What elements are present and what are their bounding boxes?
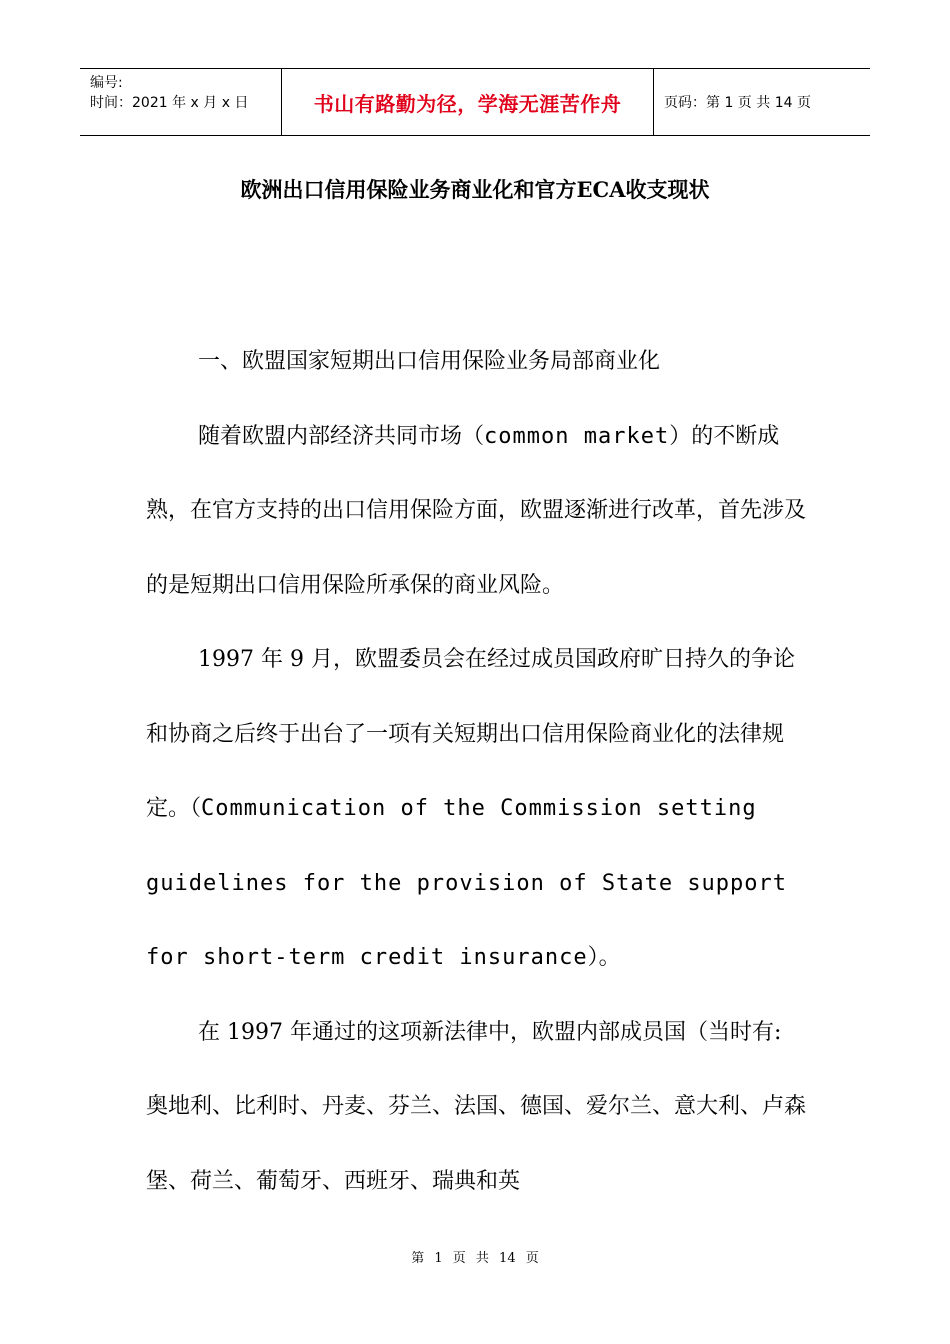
document-title: 欧洲出口信用保险业务商业化和官方ECA收支现状 [240,177,710,202]
header-motto: 书山有路勤为径，学海无涯苦作舟 [281,69,654,135]
paragraph-section-heading: 一、欧盟国家短期出口信用保险业务局部商业化 [198,349,661,374]
header-table [80,68,870,136]
paragraph: 1997 年 9 月，欧盟委员会在经过成员国政府旷日持久的争论和协商之后终于出台了一项有关短期出口信用保险商业化的法律规定。（Communication of the Commission setting guidelines for the provision of State support for short-term credit insurance）。 [146,647,795,970]
document-date-label: 时间：2021 年 x 月 x 日 [90,95,249,111]
document-number-label: 编号: [90,75,123,91]
paragraph: 在 1997 年通过的这项新法律中，欧盟内部成员国（当时有: 奥地利、比利时、丹麦、芬兰、法国、德国、爱尔兰、意大利、卢森堡、荷兰、葡萄牙、西班牙、瑞典和英 [146,1019,807,1194]
page-footer: 第 1 页 共 14 页 [411,1251,539,1266]
header-page-label: 页码：第 1 页 共 14 页 [664,95,811,111]
document-body [146,325,806,1219]
paragraph: 随着欧盟内部经济共同市场（common market）的不断成熟，在官方支持的出口信用保险方面，欧盟逐渐进行改革，首先涉及的是短期出口信用保险所承保的商业风险。 [146,423,807,598]
header-meta [80,69,281,135]
